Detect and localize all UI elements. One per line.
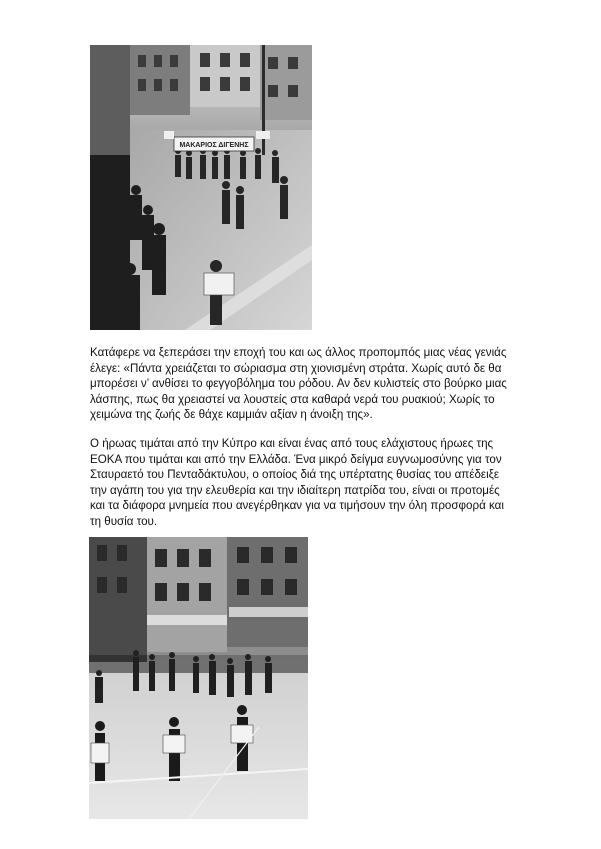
placard-march-photo-bottom: [89, 537, 308, 819]
paragraph-honours: Ο ήρωας τιμάται από την Κύπρο και είναι ένας από τους ελάχιστους ήρωες της ΕΟΚΑ που τιμάται και από την Ελλάδα. Ένα μικρό δείγμα ευγνωμοσύνης για τον Σταυραετό του Πενταδάκτυλου, ο οποίος διά της υπέρτατης θυσίας του απέδειξε την αγάπη του για την ελευθερία και την ιδιαίτερη πατρίδα του, είναι οι προτομές και τα διάφορα μνημεία που ανεγέρθηκαν για να τιμήσουν την όλη προσφορά και τη θυσία του.: [90, 437, 504, 528]
placard-march-photo-bottom-drawing: [89, 537, 308, 819]
protest-march-photo-top: [90, 45, 312, 330]
banner-text: ΜΑΚΑΡΙΟΣ ΔΙΓΕΝΗΣ: [179, 142, 249, 149]
protest-march-photo-top-drawing: [90, 45, 312, 330]
paragraph-quote: Κατάφερε να ξεπεράσει την εποχή του και ως άλλος προπομπός μιας νέας γενιάς έλεγε: «Πάντα χρειάζεται το σώριασμα στη χιονισμένη στράτα. Χωρίς αυτό δε θα μπορέσει ν’ ανθίσει το φεγγοβόλημα του ρόδου. Αν δεν κυλιστείς στο βούρκο μιας λάσπης, πως θα χρειαστεί να λουστείς στα καθαρά νερά του ρυακιού; Χωρίς το χειμώνα της ζωής δε θάχε καμμιάν αξίαν η άνοιξη της».: [90, 346, 507, 422]
